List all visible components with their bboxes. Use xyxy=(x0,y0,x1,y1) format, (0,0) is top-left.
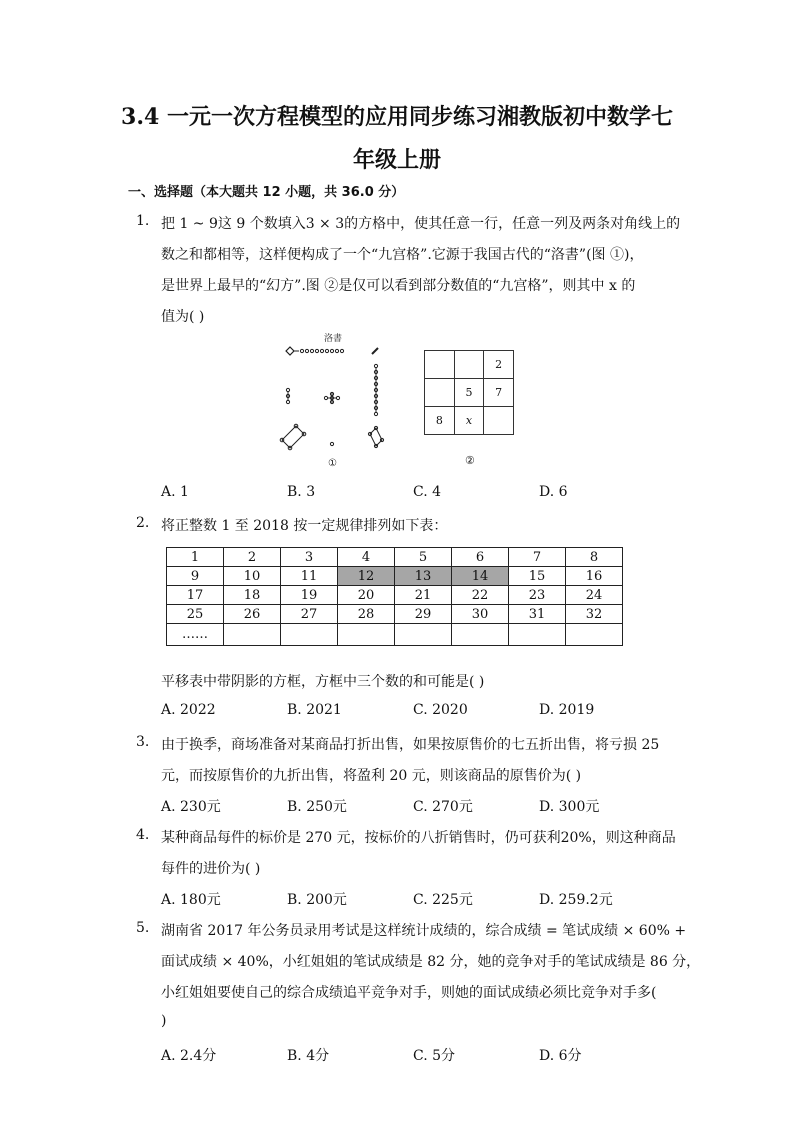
table-cell: 22 xyxy=(452,586,509,605)
grid-cell: 5 xyxy=(454,379,484,407)
question-number: 4. xyxy=(136,827,150,843)
shaded-cell: 13 xyxy=(395,567,452,586)
table-cell: 25 xyxy=(167,605,224,624)
nine-grid-figure xyxy=(424,350,520,470)
table-cell: 20 xyxy=(338,586,395,605)
table-cell: 26 xyxy=(224,605,281,624)
table-cell: 11 xyxy=(281,567,338,586)
question-text: 湖南省 2017 年公务员录用考试是这样统计成绩的，综合成绩 = 笔试成绩 × 60% + xyxy=(161,923,687,939)
table-cell: 30 xyxy=(452,605,509,624)
table-cell xyxy=(395,624,452,646)
table-cell: 16 xyxy=(566,567,623,586)
table-cell: 15 xyxy=(509,567,566,586)
table-cell: 29 xyxy=(395,605,452,624)
table-cell xyxy=(509,624,566,646)
question-text: ) xyxy=(161,1013,167,1029)
document-title-line2: 年级上册 xyxy=(352,147,441,173)
table-cell: 27 xyxy=(281,605,338,624)
section-heading: 一、选择题（本大题共 12 小题，共 36.0 分） xyxy=(128,185,405,200)
table-cell: 7 xyxy=(509,548,566,567)
table-cell: 28 xyxy=(338,605,395,624)
option-b: B. 3 xyxy=(287,484,316,500)
number-table xyxy=(166,547,623,646)
option-c: C. 5分 xyxy=(413,1048,456,1064)
table-cell xyxy=(566,624,623,646)
document-title: 3.4 一元一次方程模型的应用同步练习湘教版初中数学七 xyxy=(121,104,673,130)
question-number: 3. xyxy=(136,734,150,750)
table-cell: 31 xyxy=(509,605,566,624)
option-d: D. 300元 xyxy=(539,799,600,815)
option-c: C. 270元 xyxy=(413,799,473,815)
table-cell: 3 xyxy=(281,548,338,567)
grid-cell: 7 xyxy=(484,379,514,407)
option-d: D. 259.2元 xyxy=(539,892,613,908)
luoshu-title: 洛書 xyxy=(324,334,343,344)
question-text: 数之和都相等，这样便构成了一个“九宫格”.它源于我国古代的“洛書”(图 ①)， xyxy=(161,247,644,263)
question-number: 5. xyxy=(136,920,150,936)
table-cell: 32 xyxy=(566,605,623,624)
table-cell: …… xyxy=(167,624,224,646)
option-a: A. 230元 xyxy=(161,799,221,815)
table-cell: 6 xyxy=(452,548,509,567)
question-text: 每件的进价为( ) xyxy=(161,861,261,877)
option-d: D. 2019 xyxy=(539,702,595,718)
shaded-cell: 12 xyxy=(338,567,395,586)
option-a: A. 1 xyxy=(161,484,189,500)
table-cell: 23 xyxy=(509,586,566,605)
option-b: B. 4分 xyxy=(287,1048,330,1064)
luoshu-figure xyxy=(272,332,402,472)
question-text: 将正整数 1 至 2018 按一定规律排列如下表： xyxy=(161,518,448,534)
table-cell: 10 xyxy=(224,567,281,586)
grid-cell xyxy=(425,379,455,407)
fig1-caption: ① xyxy=(328,458,337,469)
grid-cell xyxy=(484,407,514,435)
nine-grid xyxy=(424,350,514,435)
table-cell: 4 xyxy=(338,548,395,567)
option-d: D. 6分 xyxy=(539,1048,582,1064)
table-cell: 17 xyxy=(167,586,224,605)
grid-cell xyxy=(454,351,484,379)
option-b: B. 250元 xyxy=(287,799,347,815)
question-text: 由于换季，商场准备对某商品打折出售，如果按原售价的七五折出售，将亏损 25 xyxy=(161,737,660,753)
question-text: 元，而按原售价的九折出售，将盈利 20 元，则该商品的原售价为( ) xyxy=(161,768,582,784)
table-cell xyxy=(281,624,338,646)
grid-cell xyxy=(425,351,455,379)
question-text: 小红姐姐要使自己的综合成绩追平竞争对手，则她的面试成绩必须比竞争对手多( xyxy=(161,985,657,1001)
question-text: 值为( ) xyxy=(161,309,205,325)
luoshu-diagram xyxy=(272,332,402,472)
option-b: B. 2021 xyxy=(287,702,342,718)
question-text: 是世界上最早的“幻方”.图 ②是仅可以看到部分数值的“九宫格”，则其中 x 的 xyxy=(161,278,636,294)
table-cell: 19 xyxy=(281,586,338,605)
question-text: 把 1 ~ 9这 9 个数填入3 × 3的方格中，使其任意一行，任意一列及两条对角线上的 xyxy=(161,216,681,232)
grid-cell: x xyxy=(454,407,484,435)
shaded-cell: 14 xyxy=(452,567,509,586)
option-c: C. 225元 xyxy=(413,892,473,908)
table-cell: 8 xyxy=(566,548,623,567)
table-cell xyxy=(224,624,281,646)
question-text: 某种商品每件的标价是 270 元，按标价的八折销售时，仍可获利20%，则这种商品 xyxy=(161,830,676,846)
table-cell: 18 xyxy=(224,586,281,605)
table-cell: 2 xyxy=(224,548,281,567)
table-cell xyxy=(452,624,509,646)
fig2-caption: ② xyxy=(465,454,475,467)
option-c: C. 4 xyxy=(413,484,442,500)
option-a: A. 180元 xyxy=(161,892,221,908)
table-cell: 21 xyxy=(395,586,452,605)
table-cell: 24 xyxy=(566,586,623,605)
option-b: B. 200元 xyxy=(287,892,347,908)
option-d: D. 6 xyxy=(539,484,568,500)
option-a: A. 2022 xyxy=(161,702,216,718)
table-cell: 9 xyxy=(167,567,224,586)
question-text: 面试成绩 × 40%，小红姐姐的笔试成绩是 82 分，她的竞争对手的笔试成绩是 86 分， xyxy=(161,954,701,970)
option-a: A. 2.4分 xyxy=(161,1048,217,1064)
table-cell: 5 xyxy=(395,548,452,567)
grid-cell: 2 xyxy=(484,351,514,379)
table-cell: 1 xyxy=(167,548,224,567)
question-number: 1. xyxy=(136,213,150,229)
question-text: 平移表中带阴影的方框，方框中三个数的和可能是( ) xyxy=(161,674,485,690)
table-cell xyxy=(338,624,395,646)
grid-cell: 8 xyxy=(425,407,455,435)
option-c: C. 2020 xyxy=(413,702,468,718)
question-number: 2. xyxy=(136,515,150,531)
